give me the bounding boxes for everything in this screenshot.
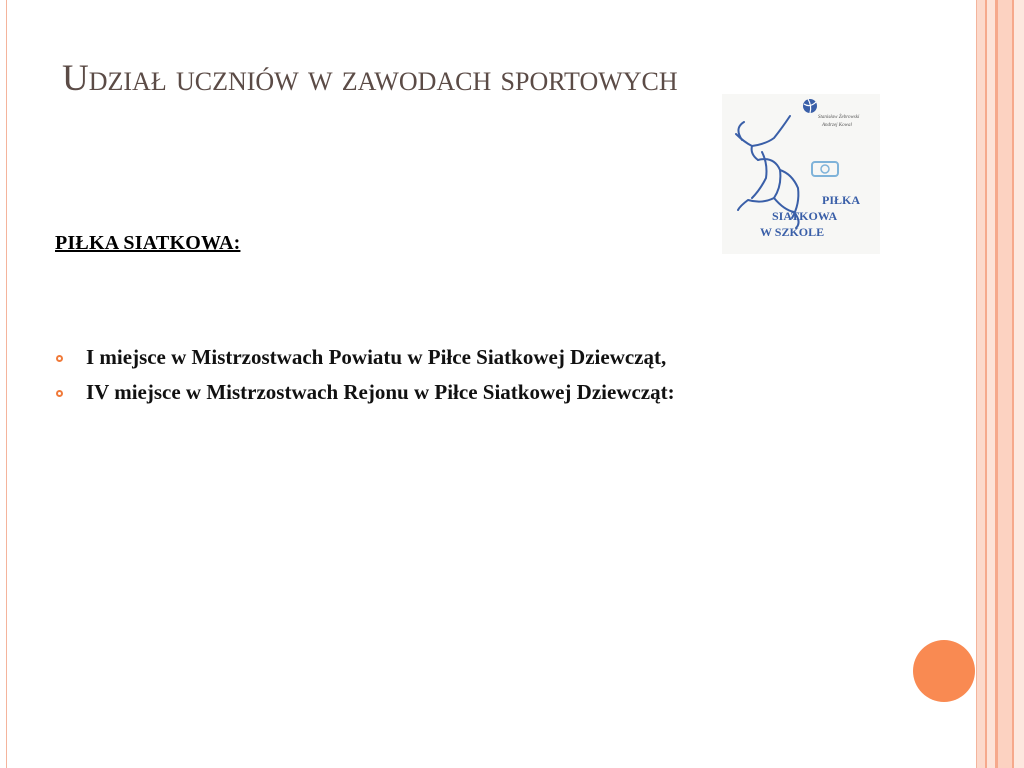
volleyball-player-icon [722, 94, 880, 254]
decor-stripe [998, 0, 1012, 768]
bullet-ring-icon [56, 390, 63, 397]
logo-author-1: Stanisław Żebrowski [818, 115, 860, 120]
list-item [56, 379, 816, 406]
list-item-text: IV miejsce w Mistrzostwach Rejonu w Piłce Siatkowej Dziewcząt: [86, 380, 675, 404]
book-cover-image [722, 94, 880, 254]
bullet-ring-icon [56, 355, 63, 362]
slide-title: Udział uczniów w zawodach sportowych [62, 58, 678, 99]
list-item [56, 344, 816, 371]
section-heading: PIŁKA SIATKOWA: [55, 232, 241, 254]
logo-author-2: Andrzej Kowal [822, 123, 852, 128]
decor-stripe [977, 0, 985, 768]
decor-stripe [987, 0, 995, 768]
logo-title-2: SIATKOWA [772, 209, 838, 223]
list-item-text: I miejsce w Mistrzostwach Powiatu w Piłce Siatkowej Dziewcząt, [86, 345, 667, 369]
logo-title-1: PIŁKA [822, 193, 861, 207]
logo-title-3: W SZKOLE [760, 225, 825, 239]
bullet-list [56, 344, 816, 414]
decor-circle [913, 640, 975, 702]
decor-stripe [1014, 0, 1024, 768]
